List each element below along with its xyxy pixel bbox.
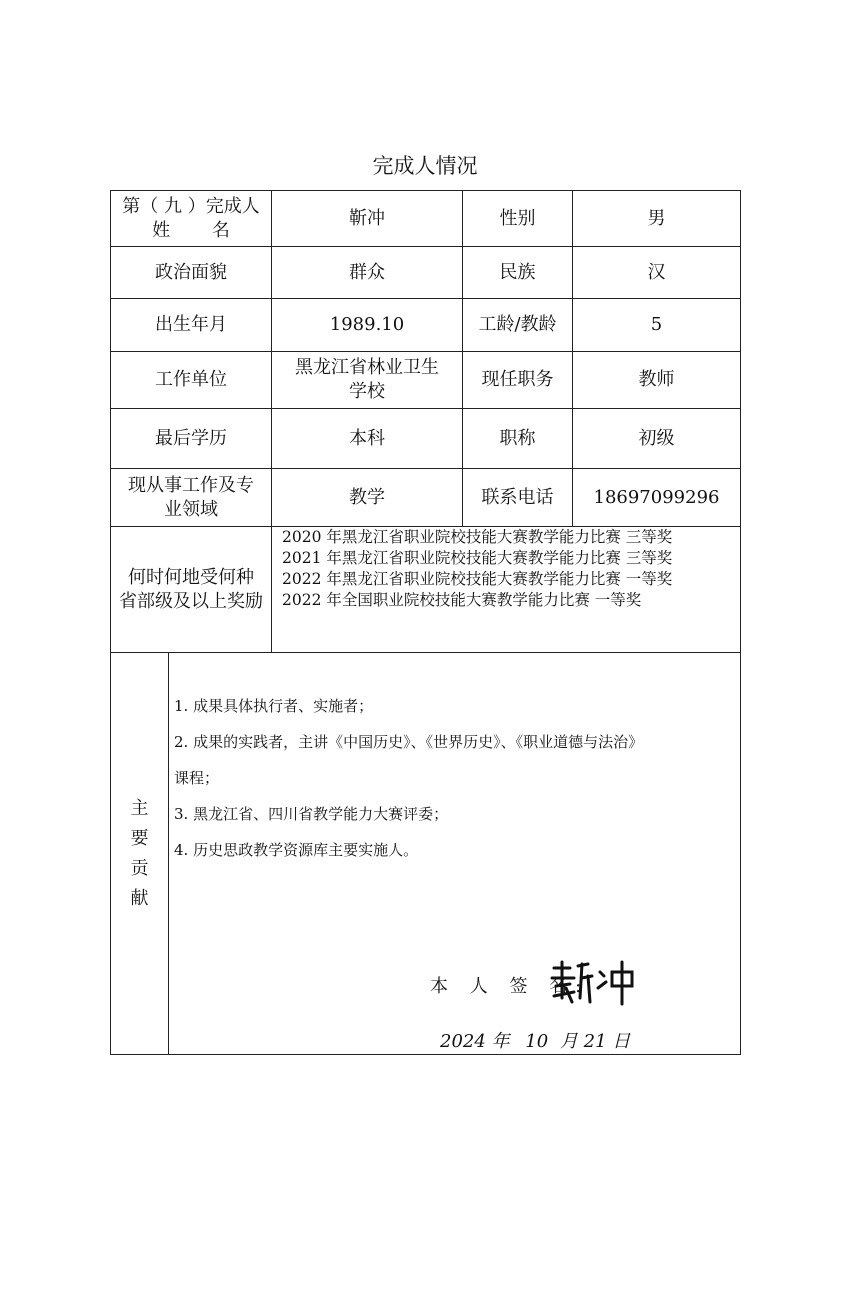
birth-value: 1989.10 [329, 314, 405, 335]
birth-label: 出生年月 [155, 314, 227, 335]
phone-label: 联系电话 [481, 486, 554, 508]
award-item: 2022 年黑龙江省职业院校技能大赛教学能力比赛 一等奖 [282, 570, 673, 588]
political-value: 群众 [349, 261, 385, 283]
field-value: 教学 [349, 486, 385, 508]
awards-label [111, 527, 271, 652]
employer-line1: 黑龙江省林业卫生 [295, 357, 439, 378]
awards-list [272, 527, 740, 652]
position-value: 教师 [638, 369, 675, 390]
contributions-label-char: 献 [130, 887, 149, 909]
contributions-label-char: 主 [130, 797, 149, 819]
gender-label: 性别 [499, 207, 536, 229]
contribution-item: 4. 历史思政教学资源库主要实施人。 [174, 841, 419, 859]
field-label-line2: 业领域 [164, 498, 218, 520]
position-label: 现任职务 [481, 369, 554, 390]
date-year: 2024 [440, 1031, 486, 1052]
ethnicity-label: 民族 [499, 261, 536, 283]
field-label [111, 469, 271, 526]
contributions-label [111, 653, 168, 1054]
employer-value [272, 352, 462, 408]
awards-label-line1: 何时何地受何种 [128, 566, 254, 588]
employer-label: 工作单位 [155, 369, 227, 390]
date-year-unit: 年 [491, 1031, 510, 1052]
name-label-line2: 姓 名 [152, 219, 230, 241]
ethnicity-value: 汉 [647, 261, 666, 283]
employer-line2: 学校 [349, 381, 385, 402]
political-label: 政治面貌 [155, 261, 227, 283]
page-title: 完成人情况 [372, 154, 478, 178]
title-label: 职称 [499, 427, 536, 449]
contribution-item: 2. 成果的实践者，主讲《中国历史》、《世界历史》、《职业道德与法治》 [174, 733, 644, 751]
seniority-value: 5 [650, 314, 663, 335]
gender-value: 男 [647, 207, 666, 229]
date-month: 10 [525, 1031, 549, 1052]
phone-value: 18697099296 [593, 486, 720, 508]
awards-label-line2: 省部级及以上奖励 [119, 590, 263, 612]
contributions-list [174, 688, 734, 868]
date-day: 21 [583, 1031, 607, 1052]
education-value: 本科 [349, 427, 385, 449]
award-item: 2022 年全国职业院校技能大赛教学能力比赛 一等奖 [282, 591, 642, 609]
award-item: 2020 年黑龙江省职业院校技能大赛教学能力比赛 三等奖 [282, 528, 673, 546]
date-month-unit: 月 [559, 1031, 578, 1052]
title-value: 初级 [638, 427, 675, 449]
contribution-item: 1. 成果具体执行者、实施者； [174, 697, 374, 715]
name-value: 靳冲 [349, 207, 385, 229]
signature-date [440, 1027, 630, 1053]
contributions-label-char: 要 [130, 827, 149, 849]
seniority-label: 工龄/教龄 [478, 314, 557, 335]
contribution-item: 课程； [174, 769, 220, 787]
handwritten-signature [548, 958, 636, 1006]
date-day-unit: 日 [612, 1031, 631, 1052]
field-label-line1: 现从事工作及专 [128, 474, 254, 496]
signature-label: 本 人 签 名: [430, 976, 590, 997]
name-label [111, 191, 271, 246]
education-label: 最后学历 [155, 427, 227, 449]
contribution-item: 3. 黑龙江省、四川省教学能力大赛评委； [174, 805, 449, 823]
name-label-line1: 第（ 九 ）完成人 [122, 195, 260, 217]
contributions-label-char: 贡 [130, 857, 149, 879]
award-item: 2021 年黑龙江省职业院校技能大赛教学能力比赛 三等奖 [282, 549, 673, 567]
